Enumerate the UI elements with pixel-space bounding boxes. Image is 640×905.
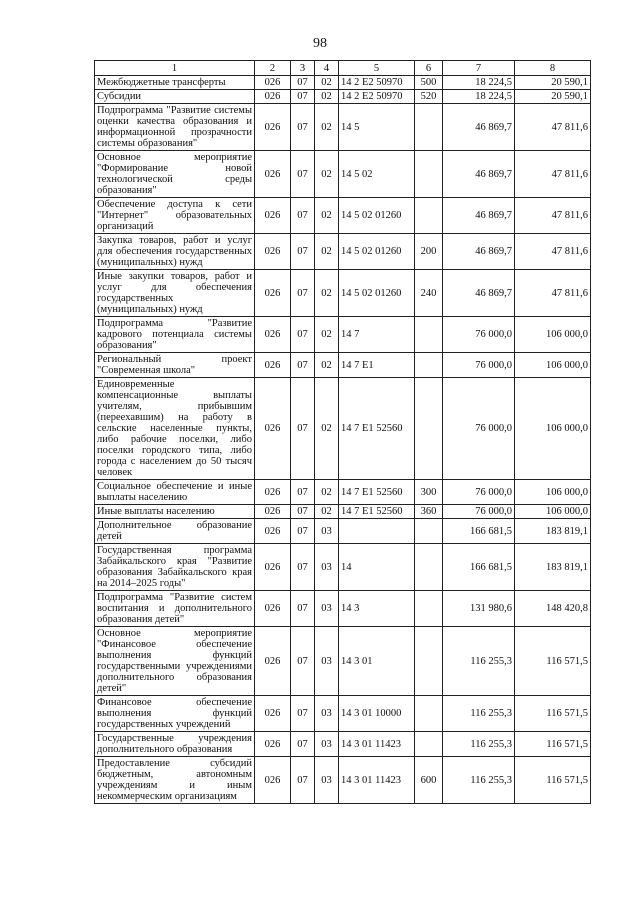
table-row — [95, 505, 591, 519]
row-amount-year2-cell: 183 819,1 — [515, 519, 591, 544]
row-target-article-cell: 14 — [339, 544, 415, 591]
row-admin-code-cell: 026 — [255, 151, 291, 198]
row-subsection-cell: 02 — [315, 198, 339, 234]
col-header-6: 6 — [415, 61, 443, 76]
row-name-cell: Подпрограмма "Развитие систем воспитания и дополнительного образования детей" — [95, 591, 255, 627]
row-amount-year1-cell: 166 681,5 — [443, 519, 515, 544]
row-amount-year1-cell: 76 000,0 — [443, 317, 515, 353]
col-header-1: 1 — [95, 61, 255, 76]
col-header-5: 5 — [339, 61, 415, 76]
row-expense-type-cell: 360 — [415, 505, 443, 519]
row-subsection-cell: 02 — [315, 353, 339, 378]
row-expense-type-cell — [415, 198, 443, 234]
row-admin-code-cell: 026 — [255, 378, 291, 480]
row-subsection-cell: 02 — [315, 104, 339, 151]
row-amount-year1-cell: 76 000,0 — [443, 353, 515, 378]
row-section-cell: 07 — [291, 270, 315, 317]
row-amount-year2-cell: 106 000,0 — [515, 353, 591, 378]
table-row — [95, 544, 591, 591]
row-admin-code-cell: 026 — [255, 505, 291, 519]
row-amount-year1-cell: 116 255,3 — [443, 627, 515, 696]
row-section-cell: 07 — [291, 76, 315, 90]
row-amount-year2-cell: 47 811,6 — [515, 198, 591, 234]
row-amount-year2-cell: 106 000,0 — [515, 317, 591, 353]
row-admin-code-cell: 026 — [255, 627, 291, 696]
row-target-article-cell: 14 7 Е1 — [339, 353, 415, 378]
row-amount-year2-cell: 20 590,1 — [515, 76, 591, 90]
row-section-cell: 07 — [291, 480, 315, 505]
row-admin-code-cell: 026 — [255, 519, 291, 544]
row-expense-type-cell — [415, 378, 443, 480]
row-target-article-cell: 14 3 01 11423 — [339, 757, 415, 804]
table-row — [95, 234, 591, 270]
row-amount-year1-cell: 116 255,3 — [443, 757, 515, 804]
table-row — [95, 104, 591, 151]
row-section-cell: 07 — [291, 378, 315, 480]
col-header-7: 7 — [443, 61, 515, 76]
table-row — [95, 317, 591, 353]
row-section-cell: 07 — [291, 90, 315, 104]
row-admin-code-cell: 026 — [255, 90, 291, 104]
row-expense-type-cell: 240 — [415, 270, 443, 317]
page-number: 98 — [313, 36, 327, 51]
row-section-cell: 07 — [291, 151, 315, 198]
row-amount-year2-cell: 47 811,6 — [515, 270, 591, 317]
row-amount-year1-cell: 46 869,7 — [443, 270, 515, 317]
row-target-article-cell: 14 3 01 10000 — [339, 696, 415, 732]
row-subsection-cell: 03 — [315, 696, 339, 732]
row-amount-year1-cell: 166 681,5 — [443, 544, 515, 591]
table-row — [95, 732, 591, 757]
row-amount-year1-cell: 76 000,0 — [443, 505, 515, 519]
row-expense-type-cell — [415, 519, 443, 544]
row-name-cell: Обеспечение доступа к сети "Интернет" образовательных организаций — [95, 198, 255, 234]
row-admin-code-cell: 026 — [255, 270, 291, 317]
row-subsection-cell: 02 — [315, 317, 339, 353]
row-target-article-cell: 14 2 Е2 50970 — [339, 90, 415, 104]
row-target-article-cell — [339, 519, 415, 544]
row-admin-code-cell: 026 — [255, 544, 291, 591]
row-section-cell: 07 — [291, 519, 315, 544]
row-expense-type-cell: 520 — [415, 90, 443, 104]
table-row — [95, 627, 591, 696]
row-subsection-cell: 02 — [315, 505, 339, 519]
row-section-cell: 07 — [291, 104, 315, 151]
row-target-article-cell: 14 7 Е1 52560 — [339, 378, 415, 480]
row-expense-type-cell — [415, 104, 443, 151]
row-expense-type-cell: 600 — [415, 757, 443, 804]
row-name-cell: Предоставление субсидий бюджетным, автономным учреждениям и иным некоммерческим организациям — [95, 757, 255, 804]
col-header-2: 2 — [255, 61, 291, 76]
row-name-cell: Подпрограмма "Развитие системы оценки качества образования и информационной прозрачности системы образования" — [95, 104, 255, 151]
row-name-cell: Иные закупки товаров, работ и услуг для обеспечения государственных (муниципальных) нужд — [95, 270, 255, 317]
row-expense-type-cell — [415, 151, 443, 198]
table-row — [95, 757, 591, 804]
row-amount-year1-cell: 46 869,7 — [443, 151, 515, 198]
row-amount-year1-cell: 46 869,7 — [443, 104, 515, 151]
row-admin-code-cell: 026 — [255, 696, 291, 732]
row-amount-year2-cell: 47 811,6 — [515, 234, 591, 270]
table-row — [95, 378, 591, 480]
row-expense-type-cell: 300 — [415, 480, 443, 505]
row-amount-year1-cell: 131 980,6 — [443, 591, 515, 627]
row-name-cell: Финансовое обеспечение выполнения функций государственных учреждений — [95, 696, 255, 732]
row-admin-code-cell: 026 — [255, 353, 291, 378]
row-subsection-cell: 03 — [315, 544, 339, 591]
row-subsection-cell: 02 — [315, 151, 339, 198]
row-amount-year2-cell: 106 000,0 — [515, 505, 591, 519]
row-section-cell: 07 — [291, 317, 315, 353]
row-subsection-cell: 02 — [315, 90, 339, 104]
row-expense-type-cell — [415, 696, 443, 732]
row-amount-year1-cell: 76 000,0 — [443, 480, 515, 505]
row-amount-year1-cell: 116 255,3 — [443, 732, 515, 757]
row-name-cell: Дополнительное образование детей — [95, 519, 255, 544]
row-subsection-cell: 02 — [315, 234, 339, 270]
row-name-cell: Субсидии — [95, 90, 255, 104]
row-target-article-cell: 14 5 02 01260 — [339, 234, 415, 270]
row-subsection-cell: 03 — [315, 757, 339, 804]
col-header-8: 8 — [515, 61, 591, 76]
row-subsection-cell: 03 — [315, 732, 339, 757]
row-section-cell: 07 — [291, 544, 315, 591]
row-admin-code-cell: 026 — [255, 480, 291, 505]
table-row — [95, 353, 591, 378]
row-expense-type-cell — [415, 732, 443, 757]
row-amount-year2-cell: 116 571,5 — [515, 757, 591, 804]
row-admin-code-cell: 026 — [255, 76, 291, 90]
row-expense-type-cell — [415, 353, 443, 378]
table-row — [95, 90, 591, 104]
row-target-article-cell: 14 7 Е1 52560 — [339, 480, 415, 505]
header-row — [95, 61, 591, 76]
table-row — [95, 519, 591, 544]
row-expense-type-cell: 500 — [415, 76, 443, 90]
row-section-cell: 07 — [291, 234, 315, 270]
row-subsection-cell: 02 — [315, 480, 339, 505]
row-amount-year2-cell: 116 571,5 — [515, 732, 591, 757]
col-header-4: 4 — [315, 61, 339, 76]
table-row — [95, 76, 591, 90]
row-target-article-cell: 14 7 — [339, 317, 415, 353]
row-subsection-cell: 03 — [315, 519, 339, 544]
row-name-cell: Государственные учреждения дополнительного образования — [95, 732, 255, 757]
row-section-cell: 07 — [291, 757, 315, 804]
row-target-article-cell: 14 5 02 01260 — [339, 198, 415, 234]
row-name-cell: Государственная программа Забайкальского края "Развитие образования Забайкальского края на 2014–2025 годы" — [95, 544, 255, 591]
row-admin-code-cell: 026 — [255, 234, 291, 270]
row-expense-type-cell: 200 — [415, 234, 443, 270]
row-target-article-cell: 14 7 Е1 52560 — [339, 505, 415, 519]
row-target-article-cell: 14 3 01 11423 — [339, 732, 415, 757]
row-amount-year2-cell: 47 811,6 — [515, 151, 591, 198]
table-row — [95, 270, 591, 317]
row-name-cell: Закупка товаров, работ и услуг для обеспечения государственных (муниципальных) нужд — [95, 234, 255, 270]
row-amount-year1-cell: 116 255,3 — [443, 696, 515, 732]
row-amount-year2-cell: 148 420,8 — [515, 591, 591, 627]
row-amount-year2-cell: 183 819,1 — [515, 544, 591, 591]
row-name-cell: Единовременные компенсационные выплаты учителям, прибывшим (переехавшим) на работу в сельские населенные пункты, либо рабочие поселки, либо поселки городского типа, либо города с населением до 50 тысяч человек — [95, 378, 255, 480]
row-name-cell: Межбюджетные трансферты — [95, 76, 255, 90]
row-section-cell: 07 — [291, 732, 315, 757]
row-subsection-cell: 02 — [315, 270, 339, 317]
row-target-article-cell: 14 5 02 01260 — [339, 270, 415, 317]
row-name-cell: Подпрограмма "Развитие кадрового потенциала системы образования" — [95, 317, 255, 353]
row-admin-code-cell: 026 — [255, 317, 291, 353]
row-amount-year2-cell: 47 811,6 — [515, 104, 591, 151]
row-subsection-cell: 02 — [315, 76, 339, 90]
row-section-cell: 07 — [291, 198, 315, 234]
row-admin-code-cell: 026 — [255, 757, 291, 804]
row-amount-year1-cell: 46 869,7 — [443, 234, 515, 270]
table-row — [95, 480, 591, 505]
row-section-cell: 07 — [291, 505, 315, 519]
row-amount-year1-cell: 76 000,0 — [443, 378, 515, 480]
row-name-cell: Социальное обеспечение и иные выплаты населению — [95, 480, 255, 505]
row-target-article-cell: 14 2 Е2 50970 — [339, 76, 415, 90]
row-expense-type-cell — [415, 544, 443, 591]
row-amount-year2-cell: 20 590,1 — [515, 90, 591, 104]
row-section-cell: 07 — [291, 696, 315, 732]
table-row — [95, 696, 591, 732]
row-name-cell: Основное мероприятие "Формирование новой технологической среды образования" — [95, 151, 255, 198]
row-amount-year2-cell: 116 571,5 — [515, 696, 591, 732]
row-amount-year1-cell: 18 224,5 — [443, 90, 515, 104]
row-target-article-cell: 14 3 — [339, 591, 415, 627]
row-expense-type-cell — [415, 627, 443, 696]
row-subsection-cell: 02 — [315, 378, 339, 480]
row-amount-year1-cell: 46 869,7 — [443, 198, 515, 234]
row-amount-year1-cell: 18 224,5 — [443, 76, 515, 90]
row-expense-type-cell — [415, 317, 443, 353]
table-row — [95, 151, 591, 198]
row-name-cell: Основное мероприятие "Финансовое обеспечение выполнения функций государственными учреждениями дополнительного образования детей" — [95, 627, 255, 696]
row-name-cell: Региональный проект "Современная школа" — [95, 353, 255, 378]
row-subsection-cell: 03 — [315, 591, 339, 627]
row-section-cell: 07 — [291, 627, 315, 696]
row-target-article-cell: 14 5 — [339, 104, 415, 151]
table-row — [95, 591, 591, 627]
row-name-cell: Иные выплаты населению — [95, 505, 255, 519]
row-amount-year2-cell: 106 000,0 — [515, 480, 591, 505]
row-admin-code-cell: 026 — [255, 104, 291, 151]
row-amount-year2-cell: 116 571,5 — [515, 627, 591, 696]
row-admin-code-cell: 026 — [255, 732, 291, 757]
row-expense-type-cell — [415, 591, 443, 627]
row-target-article-cell: 14 3 01 — [339, 627, 415, 696]
row-target-article-cell: 14 5 02 — [339, 151, 415, 198]
table-row — [95, 198, 591, 234]
row-subsection-cell: 03 — [315, 627, 339, 696]
row-admin-code-cell: 026 — [255, 591, 291, 627]
row-amount-year2-cell: 106 000,0 — [515, 378, 591, 480]
budget-table — [94, 60, 591, 804]
row-section-cell: 07 — [291, 591, 315, 627]
row-admin-code-cell: 026 — [255, 198, 291, 234]
col-header-3: 3 — [291, 61, 315, 76]
table-body — [95, 76, 591, 804]
row-section-cell: 07 — [291, 353, 315, 378]
